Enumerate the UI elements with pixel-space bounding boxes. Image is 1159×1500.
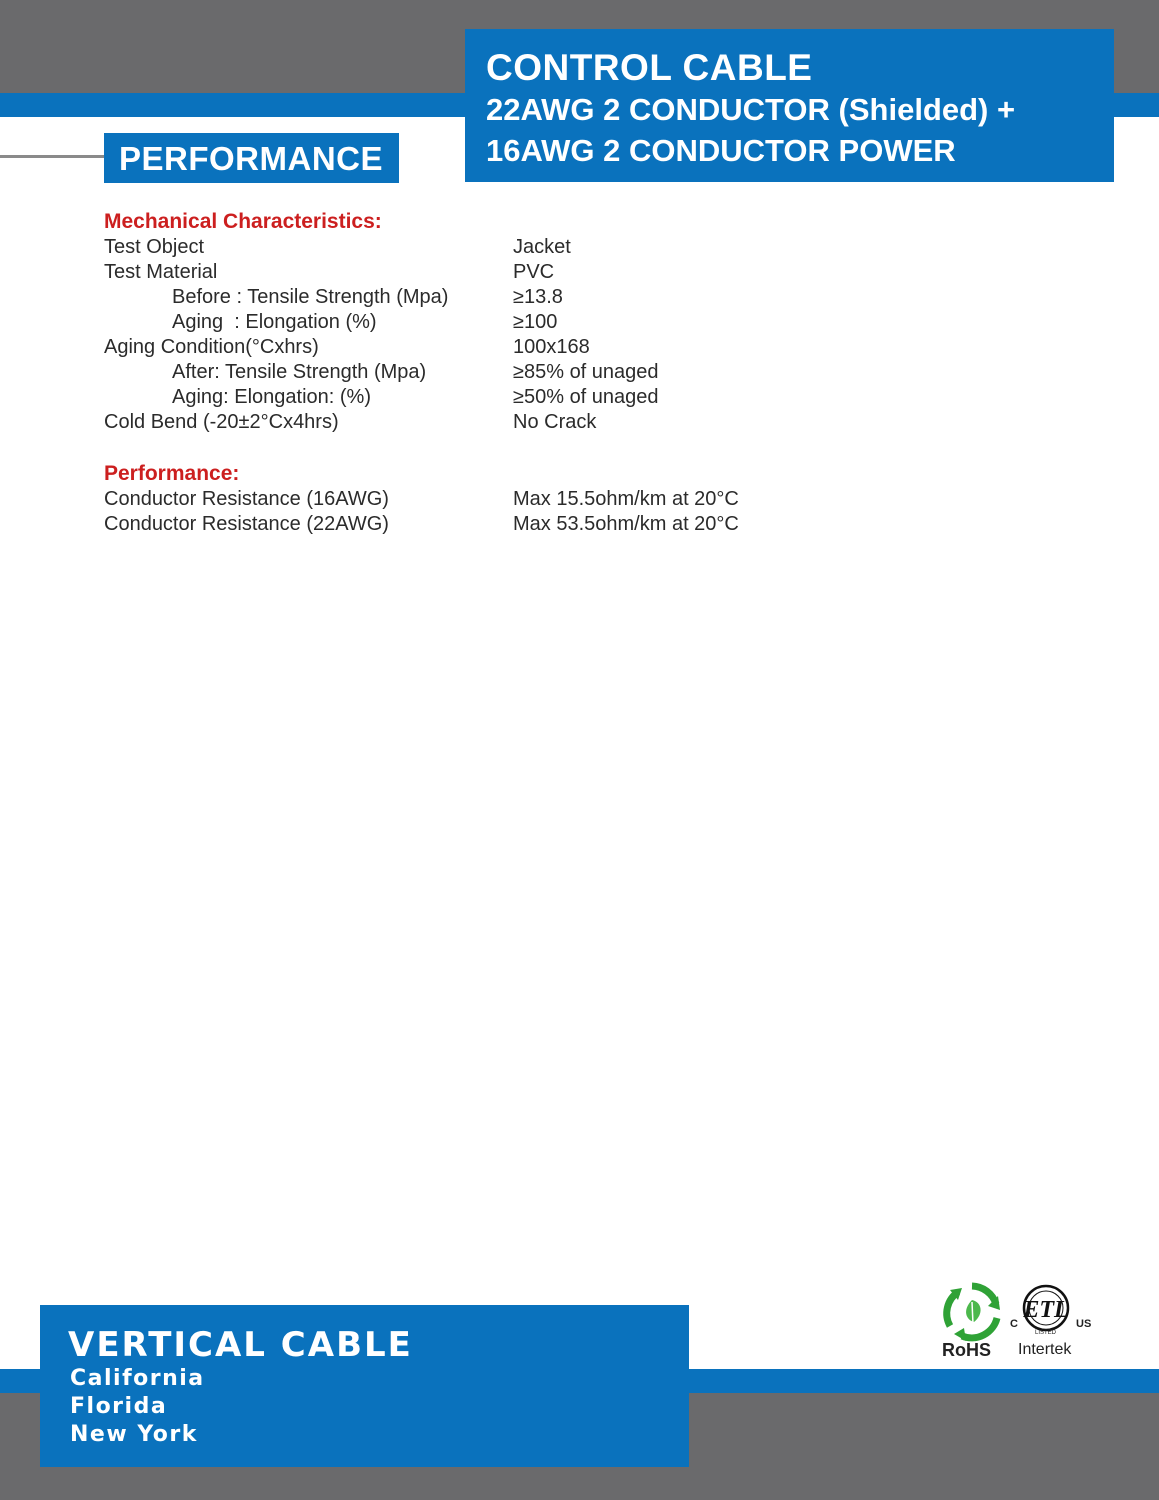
spec-value: ≥85% of unaged xyxy=(513,361,659,383)
recycle-leaf-icon xyxy=(940,1280,1004,1344)
spec-value: ≥13.8 xyxy=(513,286,563,308)
mechanical-characteristics-title: Mechanical Characteristics: xyxy=(104,210,382,233)
certification-logos xyxy=(938,1278,1098,1363)
spec-row xyxy=(104,512,739,537)
performance-section xyxy=(104,461,739,537)
etl-c-mark: C xyxy=(1010,1318,1018,1330)
spec-label: Aging: Elongation: (%) xyxy=(172,386,372,408)
rohs-label: RoHS xyxy=(942,1340,991,1360)
etl-listed-mark: LISTED xyxy=(1035,1330,1057,1336)
mechanical-characteristics-section xyxy=(104,209,659,435)
etl-us-mark: US xyxy=(1076,1318,1092,1330)
spec-row xyxy=(104,235,571,260)
performance-title: Performance: xyxy=(104,462,240,485)
spec-row xyxy=(104,410,597,435)
spec-label: After: Tensile Strength (Mpa) xyxy=(172,361,427,383)
spec-label: Aging : Elongation (%) xyxy=(172,311,377,333)
product-subtitle-line-2: 16AWG 2 CONDUCTOR POWER xyxy=(486,133,956,168)
spec-label: Test Material xyxy=(104,261,218,283)
spec-value: 100x168 xyxy=(513,336,590,358)
spec-value: ≥50% of unaged xyxy=(513,386,659,408)
spec-value: No Crack xyxy=(513,411,597,433)
location-california: California xyxy=(70,1366,205,1391)
spec-value: Jacket xyxy=(513,236,571,258)
spec-row xyxy=(104,335,590,360)
spec-label: Aging Condition(°Cxhrs) xyxy=(104,336,319,358)
spec-row xyxy=(104,360,659,385)
divider-line xyxy=(0,155,106,158)
spec-label: Conductor Resistance (16AWG) xyxy=(104,488,389,510)
company-name: VERTICAL CABLE xyxy=(68,1325,413,1365)
spec-label: Test Object xyxy=(104,236,205,258)
company-footer xyxy=(40,1305,689,1467)
spec-row xyxy=(104,260,555,285)
spec-label: Cold Bend (-20±2°Cx4hrs) xyxy=(104,411,339,433)
svg-text:ETL: ETL xyxy=(1023,1297,1069,1323)
spec-value: ≥100 xyxy=(513,311,558,333)
spec-row xyxy=(104,285,563,310)
product-title: CONTROL CABLE xyxy=(486,47,813,88)
spec-value: PVC xyxy=(513,261,555,283)
spec-row xyxy=(104,487,739,512)
spec-label: Before : Tensile Strength (Mpa) xyxy=(172,286,449,308)
spec-label: Conductor Resistance (22AWG) xyxy=(104,513,389,535)
spec-value: Max 15.5ohm/km at 20°C xyxy=(513,488,739,510)
spec-row xyxy=(104,385,659,410)
product-subtitle-line-1: 22AWG 2 CONDUCTOR (Shielded) + xyxy=(486,92,1016,127)
performance-badge: PERFORMANCE xyxy=(104,133,399,183)
location-new-york: New York xyxy=(70,1422,198,1447)
intertek-label: Intertek xyxy=(1018,1341,1072,1358)
spec-row xyxy=(104,310,558,335)
product-header xyxy=(465,29,1114,182)
location-florida: Florida xyxy=(70,1394,168,1419)
spec-value: Max 53.5ohm/km at 20°C xyxy=(513,513,739,535)
